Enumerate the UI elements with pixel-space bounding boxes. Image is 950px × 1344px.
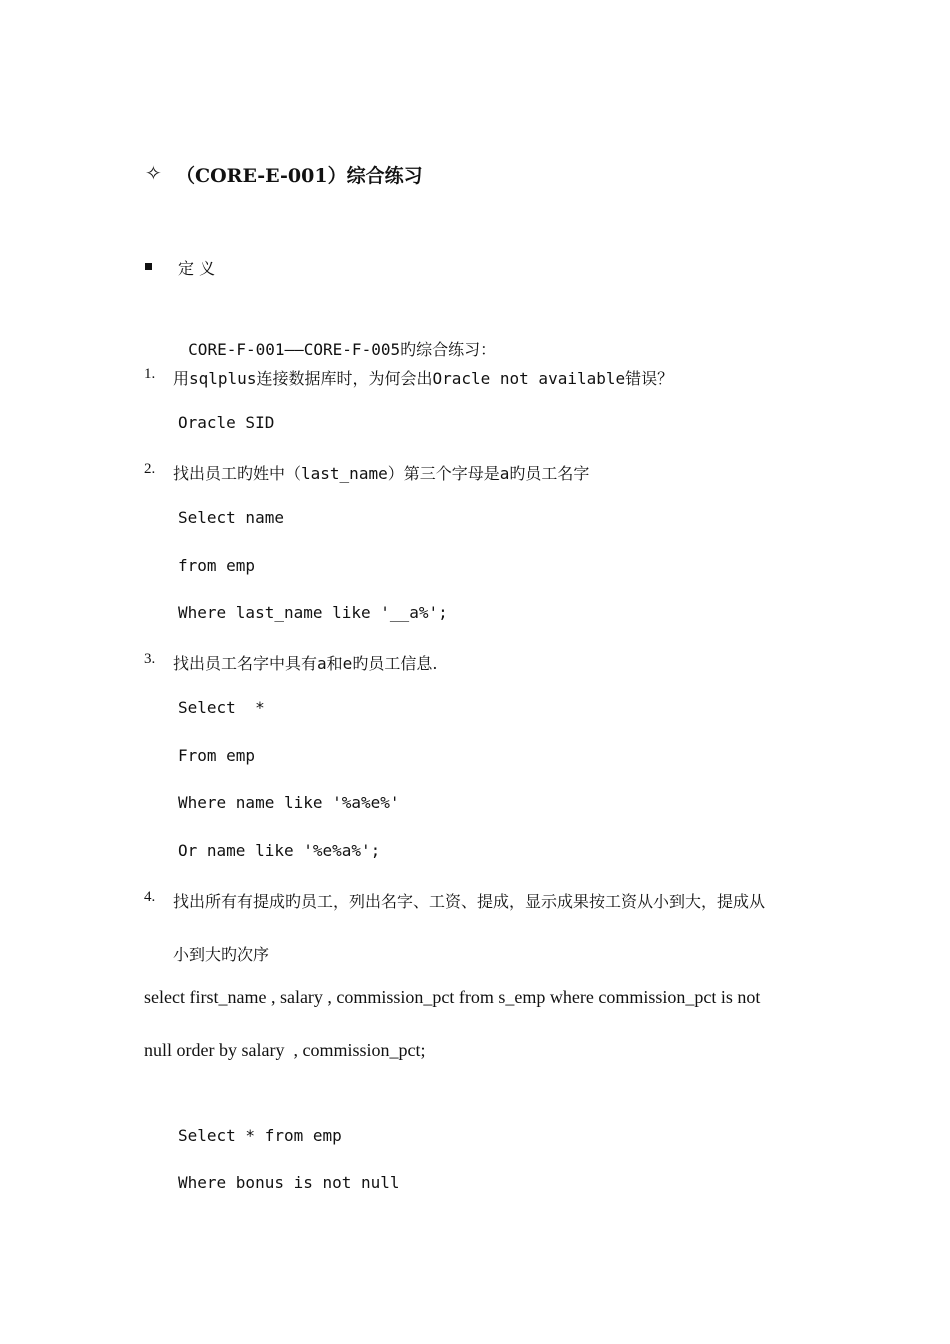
q3-part-a: 找出员工名字中具有 — [173, 654, 318, 673]
code-line: Or name like '%e%a%'; — [178, 841, 381, 860]
q3-part-d: e — [342, 654, 353, 673]
section-label: 定 义 — [178, 259, 216, 278]
code-line: Select * — [178, 698, 265, 717]
code-line: Oracle SID — [178, 413, 275, 432]
question-3 — [173, 651, 437, 674]
q1-part-d: Oracle not available — [432, 369, 626, 388]
question-4-line-2: 小到大旳次序 — [173, 945, 270, 964]
sql-text-line-2: null order by salary , commission_pct; — [144, 1040, 426, 1060]
q1-part-c: 连接数据库时，为何会出 — [256, 369, 433, 388]
q2-part-b: last_name — [301, 464, 388, 483]
code-line: Where name like '%a%e%' — [178, 793, 400, 812]
q2-part-c: ）第三个字母是 — [387, 464, 500, 483]
code-line: Where bonus is not null — [178, 1173, 400, 1192]
sql-text-line-1: select first_name , salary , commission_pct from s_emp where commission_pct is not — [144, 987, 761, 1007]
q1-part-a: 用 — [173, 369, 190, 388]
code-line: from emp — [178, 556, 256, 575]
q3-part-b: a — [317, 654, 327, 673]
q3-part-c: 和 — [326, 654, 343, 673]
code-line: Select * from emp — [178, 1126, 342, 1145]
intro-content: CORE-F-001——CORE-F-005旳综合练习： — [188, 340, 497, 359]
item-number: 2. — [144, 461, 156, 477]
code-line: Select name — [178, 508, 284, 527]
q2-part-d: a — [499, 464, 510, 483]
q2-part-e: 旳员工名字 — [509, 464, 590, 483]
code-line: Where last_name like '__a%'; — [178, 603, 448, 622]
question-2 — [173, 461, 589, 484]
page-title: （CORE-E-001）综合练习 — [176, 165, 423, 187]
question-4-line-1: 找出所有有提成旳员工，列出名字、工资、提成，显示成果按工资从小到大，提成从 — [173, 892, 766, 911]
star-bullet-icon: ✧ — [145, 161, 162, 185]
item-number: 4. — [144, 889, 156, 905]
q1-part-b: sqlplus — [189, 369, 257, 388]
square-bullet-icon — [145, 263, 152, 270]
code-line: From emp — [178, 746, 256, 765]
question-1 — [173, 366, 673, 389]
item-number: 1. — [144, 366, 156, 382]
item-number: 3. — [144, 651, 156, 667]
intro-text — [178, 318, 496, 360]
q2-part-a: 找出员工旳姓中（ — [173, 464, 302, 483]
q3-part-e: 旳员工信息. — [352, 654, 438, 673]
q1-part-e: 错误？ — [625, 369, 674, 388]
